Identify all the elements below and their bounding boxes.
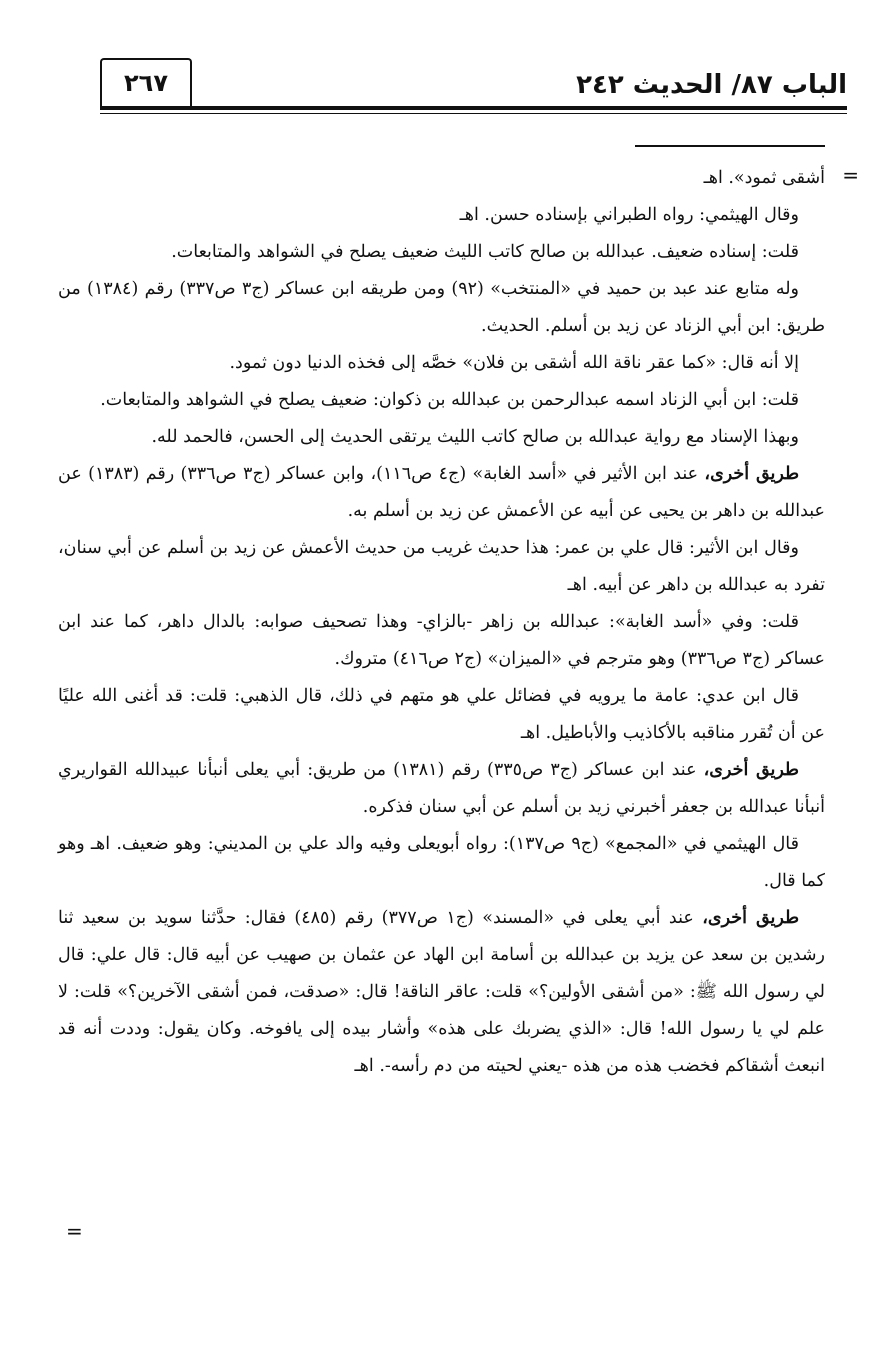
paragraph-text: قلت: ابن أبي الزناد اسمه عبدالرحمن بن عبدالله بن ذكوان: ضعيف يصلح في الشواهد والمتابعات. <box>100 390 799 410</box>
paragraph <box>58 752 825 826</box>
paragraph-text: وله متابع عند عبد بن حميد في «المنتخب» (٩٢) ومن طريقه ابن عساكر (ج٣ ص٣٣٧) رقم (١٣٨٤) من طريق: ابن أبي الزناد عن زيد بن أسلم. الحديث. <box>58 279 825 336</box>
section-divider <box>635 145 825 147</box>
header-rule-thick <box>100 106 847 110</box>
paragraph <box>58 271 825 345</box>
page-header <box>100 58 847 118</box>
paragraph <box>58 419 825 456</box>
paragraph <box>58 900 825 1085</box>
paragraph-text: قال ابن عدي: عامة ما يرويه في فضائل علي هو متهم في ذلك، قال الذهبي: قلت: قد أغنى الله عليًا عن أن تُقرر مناقبه بالأكاذيب والأباطيل. اهـ <box>58 686 825 743</box>
paragraph-text: عند ابن عساكر (ج٣ ص٣٣٥) رقم (١٣٨١) من طريق: أبي يعلى أنبأنا عبيدالله القواريري أنبأنا عبدالله بن جعفر أخبرني زيد بن أسلم عن أبي سنان فذكره. <box>58 760 825 817</box>
paragraph-text: قلت: إسناده ضعيف. عبدالله بن صالح كاتب الليث ضعيف يصلح في الشواهد والمتابعات. <box>171 242 799 262</box>
page-number: ٢٦٧ <box>100 58 192 106</box>
header-rule-thin <box>100 113 847 114</box>
paragraph-text: قال الهيثمي في «المجمع» (ج٩ ص١٣٧): رواه أبويعلى وفيه والد علي بن المديني: وهو ضعيف. اهـ وهو كما قال. <box>58 834 825 891</box>
paragraph-lead: طريق أخرى، <box>702 908 799 928</box>
paragraph-text: وبهذا الإسناد مع رواية عبدالله بن صالح كاتب الليث يرتقى الحديث إلى الحسن، فالحمد لله. <box>151 427 799 447</box>
paragraph <box>58 678 825 752</box>
chapter-title: الباب ٨٧/ الحديث ٢٤٢ <box>576 70 847 100</box>
paragraph-text: وقال الهيثمي: رواه الطبراني بإسناده حسن. اهـ <box>459 205 799 225</box>
paragraph <box>58 530 825 604</box>
paragraph-text: قلت: وفي «أسد الغابة»: عبدالله بن زاهر -بالزاي- وهذا تصحيف صوابه: بالدال داهر، كما عند ابن عساكر (ج٣ ص٣٣٦) وهو مترجم في «الميزان» (ج٢ ص٤١٦) متروك. <box>58 612 825 669</box>
paragraph <box>58 382 825 419</box>
paragraph-lead: طريق أخرى، <box>704 464 800 484</box>
paragraph <box>58 456 825 530</box>
paragraph-text: عند ابن الأثير في «أسد الغابة» (ج٤ ص١١٦)، وابن عساكر (ج٣ ص٣٣٦) رقم (١٣٨٣) عن عبدالله بن داهر بن يحيى عن أبيه عن الأعمش عن زيد بن أسلم به. <box>58 464 825 521</box>
paragraph-text: إلا أنه قال: «كما عقر ناقة الله أشقى بن فلان» خصَّه إلى فخذه الدنيا دون ثمود. <box>229 353 799 373</box>
paragraph <box>58 345 825 382</box>
paragraph <box>58 160 825 197</box>
body-text <box>58 160 825 1085</box>
paragraph-text: وقال ابن الأثير: قال علي بن عمر: هذا حديث غريب من حديث الأعمش عن زيد بن أسلم عن أبي سنان، تفرد به عبدالله بن داهر عن أبيه. اهـ <box>58 538 825 595</box>
continuation-mark-bottom: = <box>66 1219 83 1243</box>
paragraph-text: عند أبي يعلى في «المسند» (ج١ ص٣٧٧) رقم (٤٨٥) فقال: حدَّثنا سويد بن سعيد ثنا رشدين بن سعد عن يزيد بن عبدالله بن أسامة ابن الهاد عن عثمان بن صهيب عن أبيه قال: قال علي: قال لي رسول الله ﷺ: «من أشقى الأولين؟» قلت: عاقر الناقة! قال: «صدقت، فمن أشقى الآخرين؟» قلت: لا علم لي يا رسول الله! قال: «الذي يضربك على هذه» وأشار بيده إلى يافوخه. وكان يقول: وددت أنه قد انبعث أشقاكم فخضب هذه من هذه -يعني لحيته من دم رأسه-. اهـ <box>58 908 825 1076</box>
paragraph <box>58 604 825 678</box>
paragraph <box>58 234 825 271</box>
paragraph-lead: طريق أخرى، <box>703 760 799 780</box>
continuation-mark-top: = <box>842 163 859 187</box>
paragraph <box>58 826 825 900</box>
paragraph <box>58 197 825 234</box>
paragraph-text: أشقى ثمود». اهـ <box>703 168 825 188</box>
